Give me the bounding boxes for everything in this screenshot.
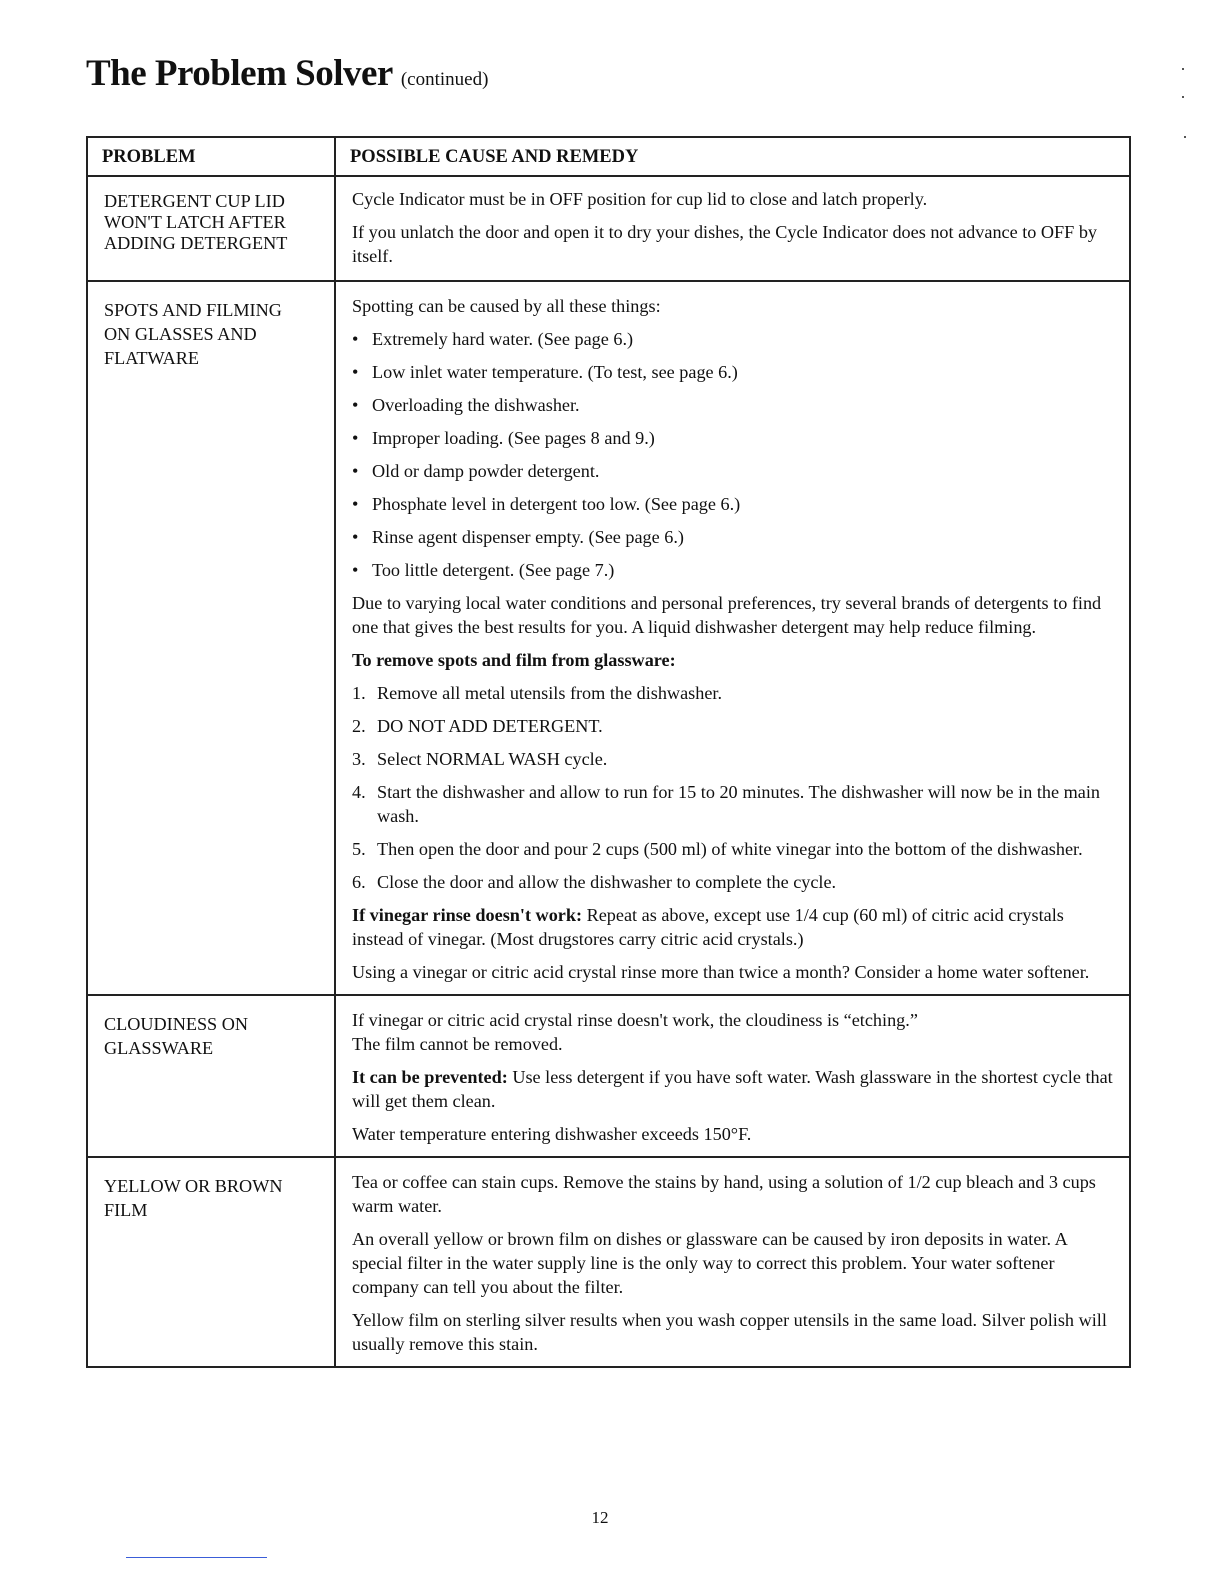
remedy-cell-detergent-cup xyxy=(335,176,1130,281)
bullet-text: Phosphate level in detergent too low. (See page 6.) xyxy=(372,494,741,514)
table-header-row xyxy=(87,137,1130,176)
list-item xyxy=(352,558,1115,582)
list-item xyxy=(352,837,1115,861)
page-title-continued: (continued) xyxy=(400,69,489,90)
column-header-remedy: POSSIBLE CAUSE AND REMEDY xyxy=(335,137,1130,176)
scan-speck xyxy=(1182,68,1184,70)
bullet-text: Extremely hard water. (See page 6.) xyxy=(372,329,634,349)
bullet-icon: • xyxy=(352,560,359,580)
bullet-text: Too little detergent. (See page 7.) xyxy=(372,560,615,580)
prevent-text: Use less detergent if you have soft water. Wash glassware in the shortest cycle that will get them clean. xyxy=(352,1067,1113,1111)
bullet-icon: • xyxy=(352,461,359,481)
bullet-text: Rinse agent dispenser empty. (See page 6.) xyxy=(372,527,684,547)
step-number: 5. xyxy=(352,839,366,859)
bullet-icon: • xyxy=(352,494,359,514)
step-number: 2. xyxy=(352,716,366,736)
list-item xyxy=(352,459,1115,483)
table-row xyxy=(87,1157,1130,1367)
scan-speck xyxy=(1184,136,1186,138)
page-title-main: The Problem Solver xyxy=(86,53,393,94)
remedy-paragraph: Tea or coffee can stain cups. Remove the stains by hand, using a solution of 1/2 cup bleach and 3 cups warm water. xyxy=(352,1172,1096,1216)
prevent-label: It can be prevented: xyxy=(352,1067,508,1087)
bullet-text: Low inlet water temperature. (To test, see page 6.) xyxy=(372,362,738,382)
remedy-paragraph: If vinegar or citric acid crystal rinse doesn't work, the cloudiness is “etching.” The film cannot be removed. xyxy=(352,1010,918,1054)
remedy-intro: Spotting can be caused by all these things: xyxy=(352,296,661,316)
step-text: Then open the door and pour 2 cups (500 ml) of white vinegar into the bottom of the dishwasher. xyxy=(377,839,1083,859)
vinegar-rinse-text: Repeat as above, except use 1/4 cup (60 ml) of citric acid crystals instead of vinegar. (Most drugstores carry citric acid crystals.) xyxy=(352,905,1064,949)
list-item xyxy=(352,327,1115,351)
remedy-paragraph: Water temperature entering dishwasher exceeds 150°F. xyxy=(352,1124,752,1144)
remedy-cell-spots-filming xyxy=(335,281,1130,995)
bullet-icon: • xyxy=(352,428,359,448)
bullet-text: Improper loading. (See pages 8 and 9.) xyxy=(372,428,655,448)
list-item xyxy=(352,681,1115,705)
problem-cell-yellow-film: YELLOW OR BROWN FILM xyxy=(87,1157,335,1367)
page-number: 12 xyxy=(591,1508,609,1527)
bullet-icon: • xyxy=(352,395,359,415)
remedy-paragraph: If you unlatch the door and open it to dry your dishes, the Cycle Indicator does not advance to OFF by itself. xyxy=(352,222,1098,266)
list-item xyxy=(352,870,1115,894)
step-number: 3. xyxy=(352,749,366,769)
bullet-icon: • xyxy=(352,329,359,349)
list-item xyxy=(352,360,1115,384)
step-text: Select NORMAL WASH cycle. xyxy=(377,749,608,769)
remedy-cell-cloudiness xyxy=(335,995,1130,1157)
list-item xyxy=(352,747,1115,771)
remedy-cell-yellow-film xyxy=(335,1157,1130,1367)
remedy-paragraph xyxy=(352,903,1115,951)
bullet-icon: • xyxy=(352,527,359,547)
scan-edge-line xyxy=(126,1557,267,1558)
step-number: 6. xyxy=(352,872,366,892)
problem-cell-detergent-cup: DETERGENT CUP LID WON'T LATCH AFTER ADDING DETERGENT xyxy=(87,176,335,281)
list-item xyxy=(352,492,1115,516)
table-row xyxy=(87,176,1130,281)
step-number: 4. xyxy=(352,782,366,802)
bullet-text: Old or damp powder detergent. xyxy=(372,461,600,481)
bullet-text: Overloading the dishwasher. xyxy=(372,395,580,415)
remove-spots-heading: To remove spots and film from glassware: xyxy=(352,650,676,670)
bullet-icon: • xyxy=(352,362,359,382)
list-item xyxy=(352,426,1115,450)
page-title xyxy=(86,52,488,95)
remedy-paragraph: Due to varying local water conditions and personal preferences, try several brands of detergents to find one that gives the best results for you. A liquid dishwasher detergent may help reduce filming. xyxy=(352,593,1102,637)
remedy-paragraph: An overall yellow or brown film on dishes or glassware can be caused by iron deposits in water. A special filter in the water supply line is the only way to correct this problem. Your water softener company can tell you about the filter. xyxy=(352,1229,1067,1297)
problem-cell-spots-filming: SPOTS AND FILMING ON GLASSES AND FLATWARE xyxy=(87,281,335,995)
problem-cell-cloudiness: CLOUDINESS ON GLASSWARE xyxy=(87,995,335,1157)
problem-solver-table xyxy=(86,136,1131,1368)
list-item xyxy=(352,714,1115,738)
step-text: Start the dishwasher and allow to run for 15 to 20 minutes. The dishwasher will now be in the main wash. xyxy=(377,782,1100,826)
list-item xyxy=(352,393,1115,417)
scan-speck xyxy=(1182,96,1184,98)
remedy-paragraph: Using a vinegar or citric acid crystal rinse more than twice a month? Consider a home water softener. xyxy=(352,962,1090,982)
list-item xyxy=(352,525,1115,549)
table-row xyxy=(87,995,1130,1157)
remedy-paragraph xyxy=(352,1065,1115,1113)
step-text: Remove all metal utensils from the dishwasher. xyxy=(377,683,722,703)
step-number: 1. xyxy=(352,683,366,703)
remedy-paragraph: Cycle Indicator must be in OFF position for cup lid to close and latch properly. xyxy=(352,189,928,209)
vinegar-rinse-label: If vinegar rinse doesn't work: xyxy=(352,905,583,925)
remedy-paragraph: Yellow film on sterling silver results when you wash copper utensils in the same load. Silver polish will usually remove this stain. xyxy=(352,1310,1107,1354)
step-text: Close the door and allow the dishwasher to complete the cycle. xyxy=(377,872,837,892)
list-item xyxy=(352,780,1115,828)
step-text: DO NOT ADD DETERGENT. xyxy=(377,716,603,736)
table-row xyxy=(87,281,1130,995)
remedy-subheading xyxy=(352,648,1115,672)
column-header-problem: PROBLEM xyxy=(87,137,335,176)
